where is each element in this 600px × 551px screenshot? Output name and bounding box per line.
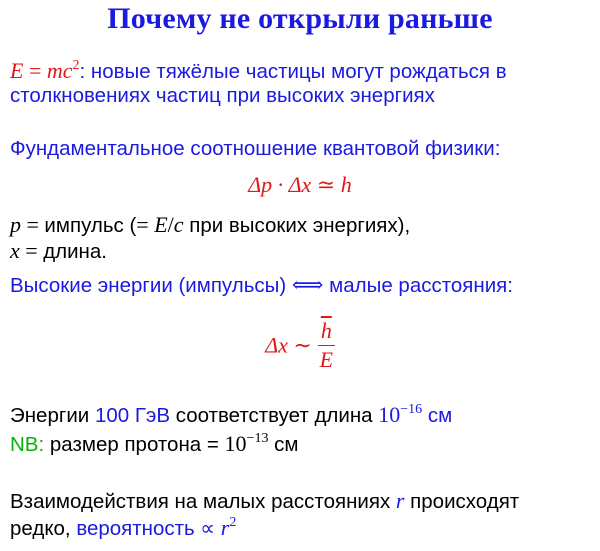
fraction-numerator: $\overline{h}$ (320, 318, 332, 343)
fundamental-heading: Фундаментальное соотношение квантовой физики: (10, 137, 501, 160)
slide-title: Почему не открыли раньше (107, 2, 493, 35)
nb-line (10, 431, 299, 457)
interaction-end-1: происходят (404, 490, 520, 513)
probability-text: вероятность ∝ (76, 517, 221, 540)
energy-base: 10 (378, 402, 401, 427)
fraction-denominator: E (319, 347, 334, 372)
interaction-text-2: редко, (10, 517, 77, 540)
p-slash: / (167, 212, 174, 237)
p-eq: = (21, 212, 45, 237)
interaction-text-1: Взаимодействия на малых расстояниях (10, 490, 396, 513)
uncertainty-relation-text: Δp · Δx ≃ h (248, 172, 352, 197)
high-energy-line (10, 272, 513, 298)
p-text-end: при высоких энергиях), (183, 214, 411, 237)
energy-exp: −16 (400, 402, 423, 417)
interaction-line-1 (10, 488, 519, 514)
probability-exp: 2 (229, 515, 237, 530)
momentum-definition (10, 212, 410, 238)
emc2-E: E (10, 58, 24, 83)
energy-prefix: Энергии (10, 404, 95, 427)
length-definition (10, 238, 107, 264)
interaction-line-2 (10, 515, 236, 541)
probability-r: r (220, 515, 230, 540)
distance-formula-lhs: Δx ∼ (265, 332, 312, 358)
nb-unit: см (268, 433, 299, 456)
distance-formula (0, 318, 600, 373)
energy-unit: см (422, 404, 453, 427)
x-var: x (10, 238, 20, 263)
interaction-r: r (395, 488, 405, 513)
p-c: c (173, 212, 184, 237)
p-E: E (154, 212, 168, 237)
high-energy-right: малые расстояния: (323, 274, 513, 297)
p-var: p (10, 212, 21, 237)
nb-label: NB: (10, 433, 45, 456)
energy-length-line (10, 402, 452, 428)
emc2-line-1 (10, 58, 507, 84)
uncertainty-relation (0, 172, 600, 198)
x-eq: = (19, 238, 44, 263)
emc2-exp: 2 (72, 58, 80, 73)
fraction (318, 318, 335, 373)
energy-middle: соответствует длина (170, 404, 379, 427)
high-energy-left: Высокие энергии (импульсы) (10, 274, 292, 297)
nb-exp: −13 (246, 431, 269, 446)
emc2-mc: mc (46, 58, 73, 83)
nb-base: 10 (224, 431, 247, 456)
energy-value: 100 ГэВ (94, 404, 171, 427)
x-text: длина. (43, 240, 107, 263)
p-text: импульс ( (44, 214, 137, 237)
emc2-line-2: столкновениях частиц при высоких энергиях (10, 84, 435, 107)
emc2-eq: = (23, 58, 47, 83)
emc2-text-first: : новые тяжёлые частицы могут рождаться в (79, 60, 507, 83)
equivalence-arrow: ⟺ (291, 272, 324, 297)
p-eq2: = (136, 212, 155, 237)
nb-text: размер протона = (44, 433, 225, 456)
